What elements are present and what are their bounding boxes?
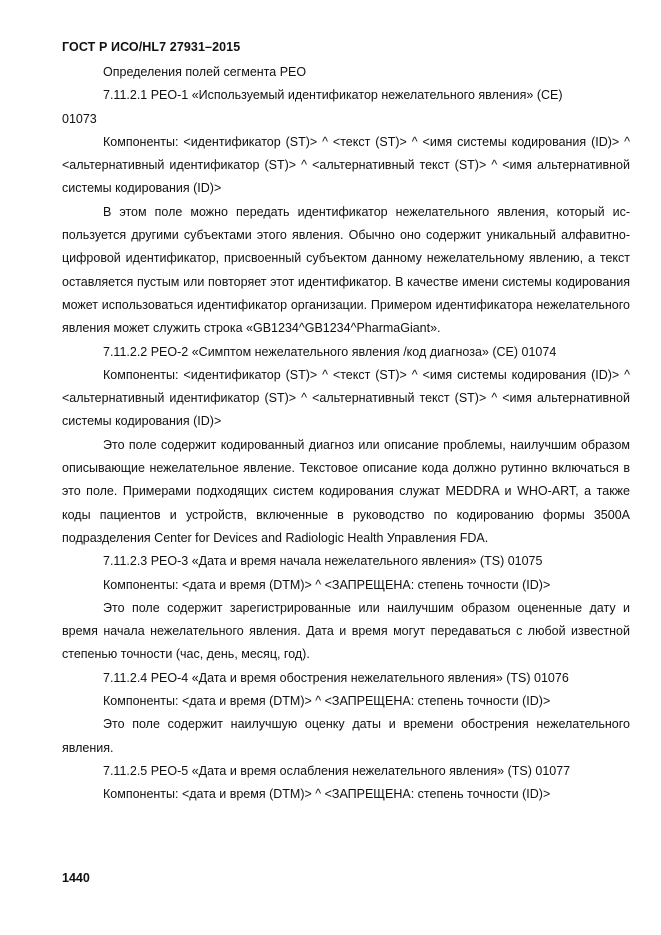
field-definition-peo-3: 7.11.2.3 PEO-3 «Дата и время начала нежелательного явления» (TS) 01075 <box>103 554 543 569</box>
components-peo-1: Компоненты: <идентификатор (ST)> ^ <текст (ST)> ^ <имя системы кодирования (ID)> ^ <альтернативный идентификатор (ST)> ^ <альтернативный текст (ST)> ^ <имя альтернативной системы кодирования (ID)> <box>62 134 630 196</box>
document-header: ГОСТ Р ИСО/HL7 27931–2015 <box>62 40 241 54</box>
description-peo-4: Это поле содержит наилучшую оценку даты и времени обострения нежелательного явления. <box>62 717 630 755</box>
description-peo-2: Это поле содержит кодированный диагноз или описание проблемы, наилучшим образом описывающие нежелательное явление. Текстовое описание кода должно рутинно включаться в это поле. Примерами подходящих систем кодирования служат MEDDRA и WHO-ART, а также коды пациентов и устройств, включенные в руководство по кодированию формы 3500A подразделения Center for Devices and Radiologic Health Управления FDA. <box>62 437 630 545</box>
components-peo-2: Компоненты: <идентификатор (ST)> ^ <текст (ST)> ^ <имя системы кодирования (ID)> ^ <альтернативный идентификатор (ST)> ^ <альтернативный текст (ST)> ^ <имя альтернативной системы кодирования (ID)> <box>62 367 630 429</box>
field-definition-peo-1-number: 01073 <box>62 111 97 126</box>
page-number: 1440 <box>62 871 90 885</box>
field-definition-peo-4: 7.11.2.4 PEO-4 «Дата и время обострения нежелательного явления» (TS) 01076 <box>103 670 569 685</box>
field-definition-peo-2: 7.11.2.2 PEO-2 «Симптом нежелательного явления /код диагноза» (CE) 01074 <box>103 344 557 359</box>
description-peo-1: В этом поле можно передать идентификатор нежелательного явления, который используется другими субъектами этого явления. Обычно оно содержит уникальный алфавитно-цифровой идентификатор, присвоенный субъектом данному нежелательному явлению, а текст оставляется пустым или повторяет этот идентификатор. В качестве имени системы кодирования может использоваться идентификатор организации. Примером идентификатора нежелательного явления может служить строка «GB1234^GB1234^PharmaGiant». <box>62 204 630 336</box>
description-peo-3: Это поле содержит зарегистрированные или наилучшим образом оцененные дату и время начала нежелательного явления. Дата и время могут передаваться с любой известной степенью точности (час, день, месяц, год). <box>62 600 630 662</box>
components-peo-5: Компоненты: <дата и время (DTM)> ^ <ЗАПРЕЩЕНА: степень точности (ID)> <box>103 787 551 802</box>
field-definition-peo-1: 7.11.2.1 PEO-1 «Используемый идентификатор нежелательного явления» (CE) <box>103 88 563 103</box>
field-definition-peo-5: 7.11.2.5 PEO-5 «Дата и время ослабления нежелательного явления» (TS) 01077 <box>103 763 571 778</box>
components-peo-3: Компоненты: <дата и время (DTM)> ^ <ЗАПРЕЩЕНА: степень точности (ID)> <box>103 577 551 592</box>
section-heading: Определения полей сегмента PEO <box>103 65 307 79</box>
components-peo-4: Компоненты: <дата и время (DTM)> ^ <ЗАПРЕЩЕНА: степень точности (ID)> <box>103 694 551 709</box>
document-body <box>62 61 630 807</box>
